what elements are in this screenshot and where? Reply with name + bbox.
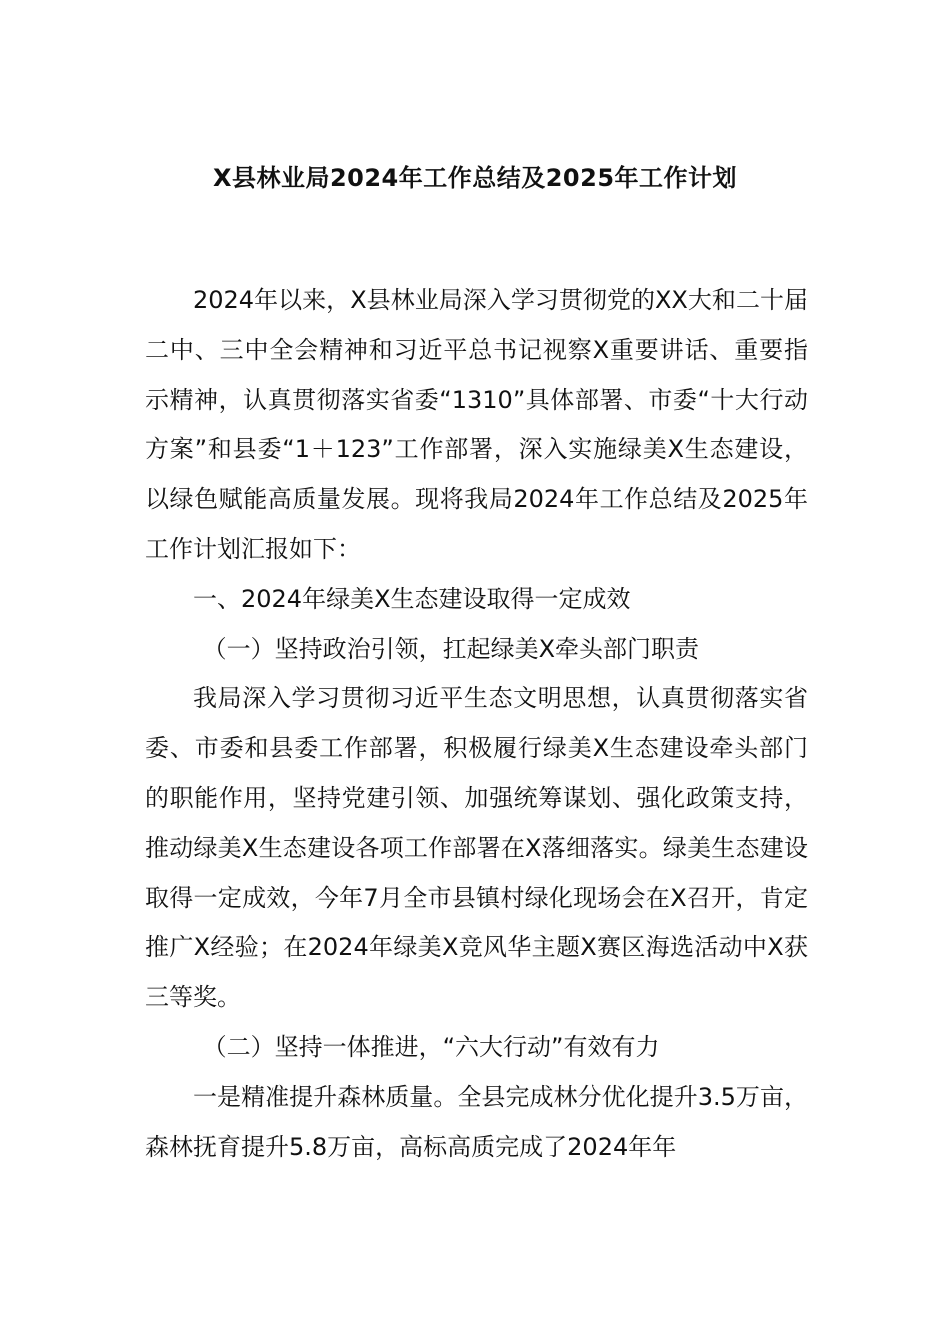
document-title: X县林业局2024年工作总结及2025年工作计划 [212, 164, 738, 192]
document-body [145, 276, 808, 1172]
body-paragraph-1: 我局深入学习贯彻习近平生态文明思想，认真贯彻落实省委、市委和县委工作部署，积极履行绿美X生态建设牵头部门的职能作用，坚持党建引领、加强统筹谋划、强化政策支持，推动绿美X生态建设各项工作部署在X落细落实。绿美生态建设取得一定成效，今年7月全市县镇村绿化现场会在X召开，肯定推广X经验；在2024年绿美X竞风华主题X赛区海选活动中X获三等奖。 [145, 684, 808, 1012]
subsection-heading-2: （二）坚持一体推进，“六大行动”有效有力 [202, 1032, 660, 1061]
subsection-heading-1: （一）坚持政治引领，扛起绿美X牵头部门职责 [202, 634, 700, 663]
body-paragraph-2: 一是精准提升森林质量。全县完成林分优化提升3.5万亩，森林抚育提升5.8万亩，高标高质完成了2024年年 [145, 1082, 808, 1161]
intro-paragraph: 2024年以来，X县林业局深入学习贯彻党的XX大和二十届二中、三中全会精神和习近平总书记视察X重要讲话、重要指示精神，认真贯彻落实省委“1310”具体部署、市委“十大行动方案”和县委“1＋123”工作部署，深入实施绿美X生态建设，以绿色赋能高质量发展。现将我局2024年工作总结及2025年工作计划汇报如下： [145, 286, 808, 563]
section-heading-1: 一、2024年绿美X生态建设取得一定成效 [193, 584, 631, 613]
